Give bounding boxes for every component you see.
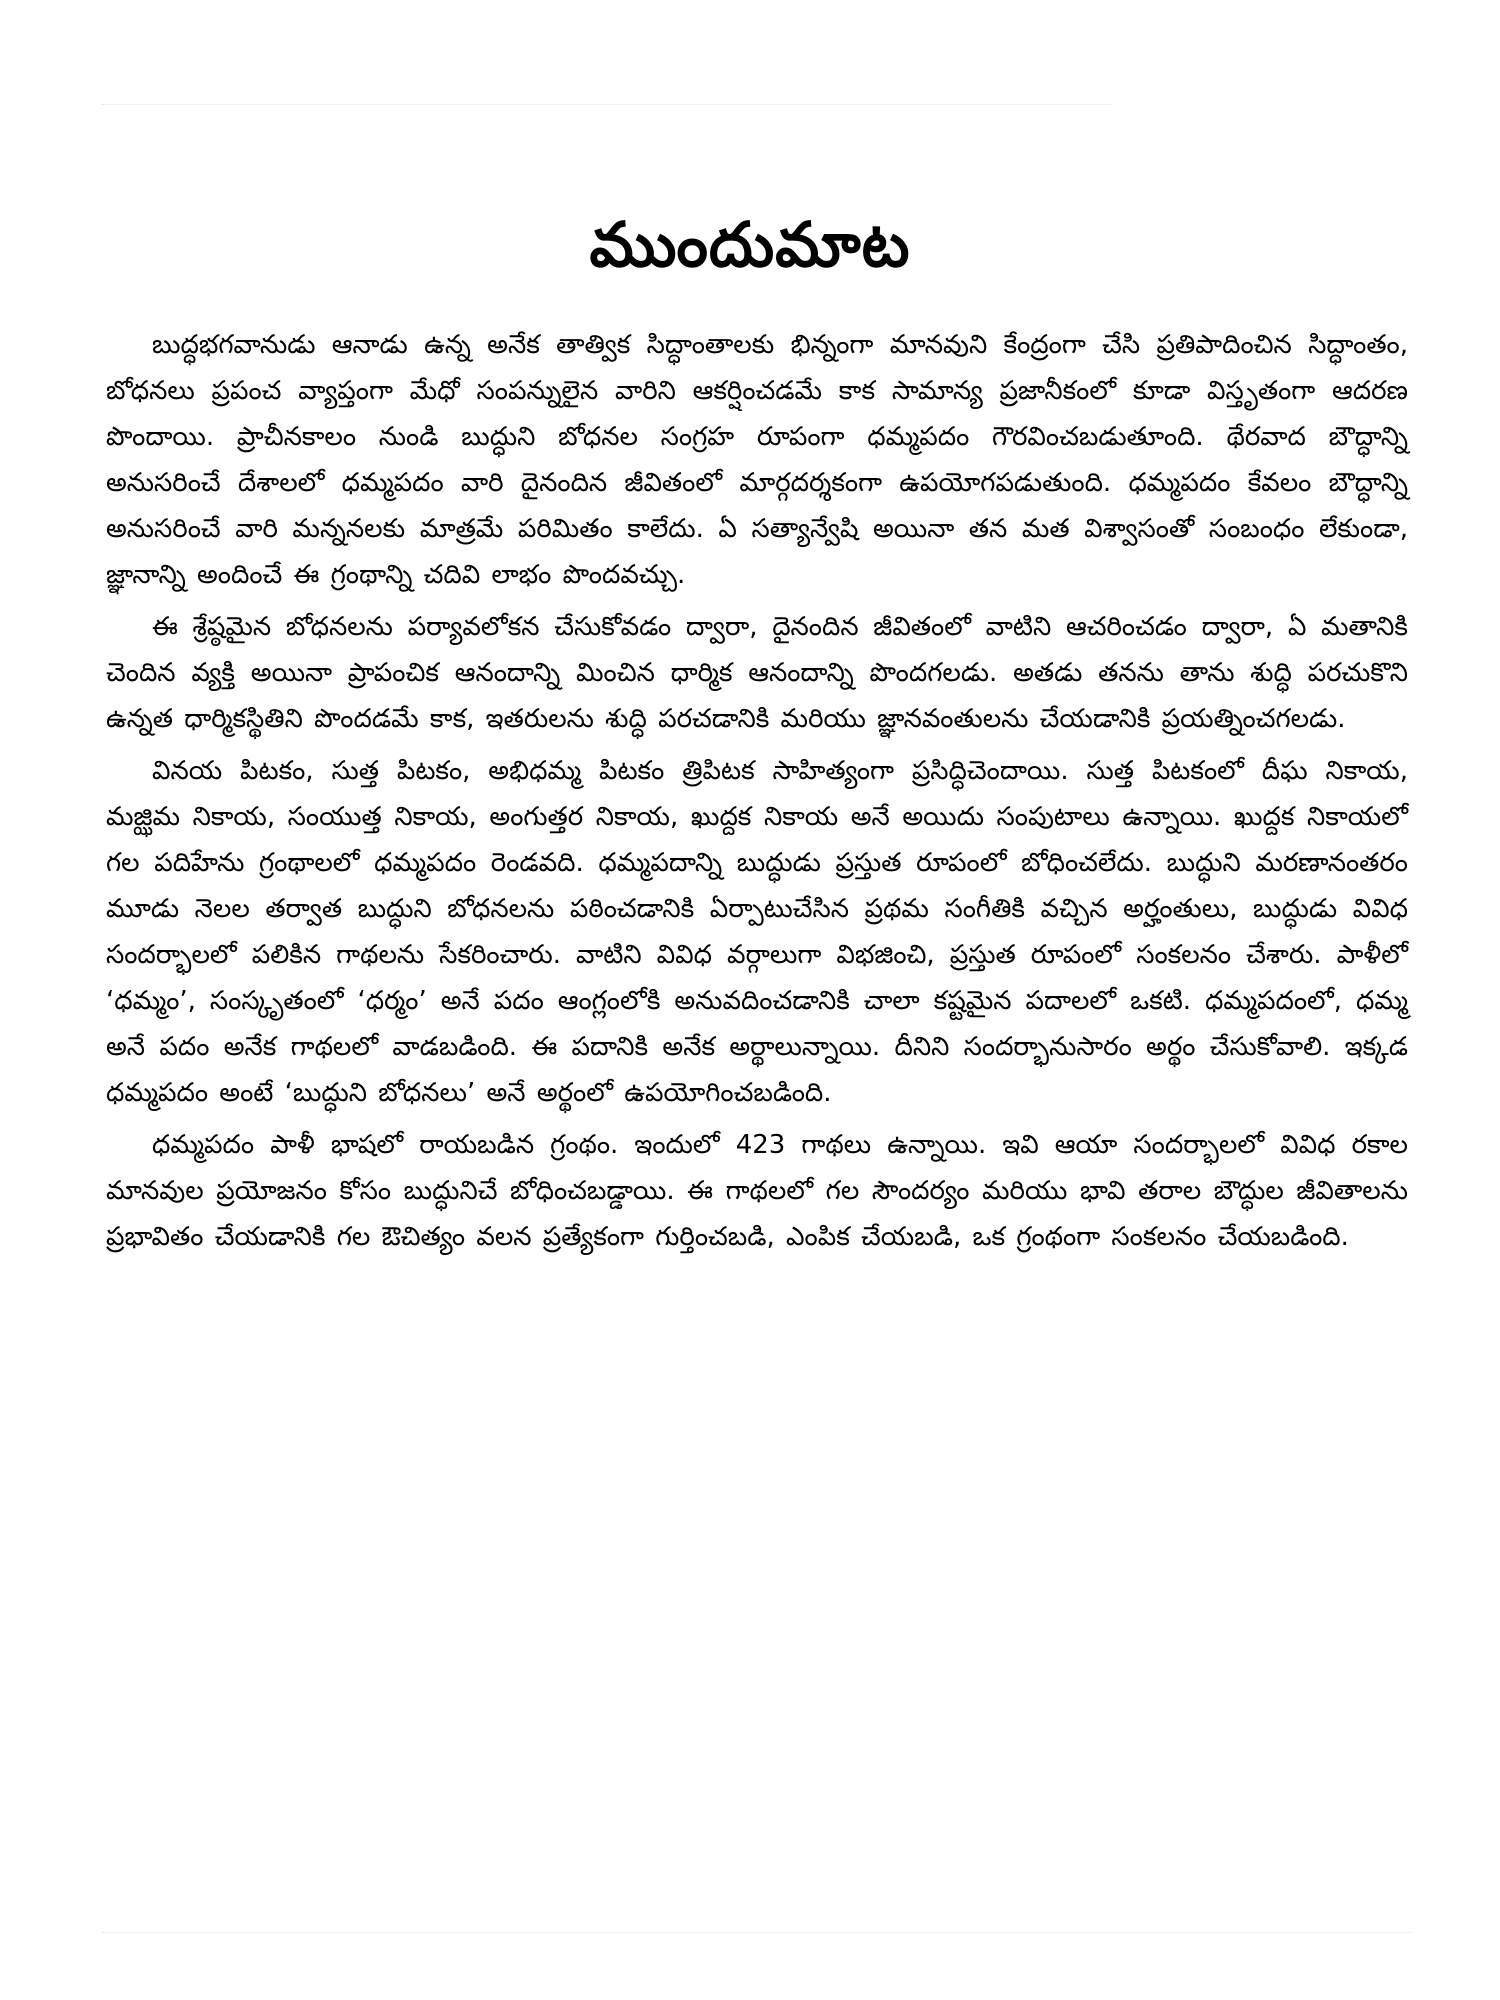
paragraph-1: బుద్ధభగవానుడు ఆనాడు ఉన్న అనేక తాత్విక సిద్ధాంతాలకు భిన్నంగా మానవుని కేంద్రంగా చేసి ప్రతిపాదించిన సిద్ధాంతం, బోధనలు ప్రపంచ వ్యాప్తంగా మేధో సంపన్నులైన వారిని ఆకర్షించడమే కాక సామాన్య ప్రజానీకంలో కూడా విస్తృతంగా ఆదరణ పొందాయి. ప్రాచీనకాలం నుండి బుద్ధుని బోధనల సంగ్రహ రూపంగా ధమ్మపదం గౌరవించబడుతూంది. థేరవాద బౌద్ధాన్ని అనుసరించే దేశాలలో ధమ్మపదం వారి దైనందిన జీవితంలో మార్గదర్శకంగా ఉపయోగపడుతుంది. ధమ్మపదం కేవలం బౌద్ధాన్ని అనుసరించే వారి మన్ననలకు మాత్రమే పరిమితం కాలేదు. ఏ సత్యాన్వేషి అయినా తన మత విశ్వాసంతో సంబంధం లేకుండా, జ్ఞానాన్ని అందించే ఈ గ్రంథాన్ని చదివి లాభం పొందవచ్చు. [106,330,1408,590]
top-divider [102,104,1112,105]
body-text [106,322,1408,1266]
bottom-divider [102,1932,1412,1933]
paragraph-2: ఈ శ్రేష్ఠమైన బోధనలను పర్యావలోకన చేసుకోవడం ద్వారా, దైనందిన జీవితంలో వాటిని ఆచరించడం ద్వారా, ఏ మతానికి చెందిన వ్యక్తి అయినా ప్రాపంచిక ఆనందాన్ని మించిన ధార్మిక ఆనందాన్ని పొందగలడు. అతడు తనను తాను శుద్ధి పరచుకొని ఉన్నత ధార్మికస్థితిని పొందడమే కాక, ఇతరులను శుద్ధి పరచడానికి మరియు జ్ఞానవంతులను చేయడానికి ప్రయత్నించగలడు. [106,612,1408,734]
page-title: ముందుమాట [589,208,911,281]
paragraph-3: వినయ పిటకం, సుత్త పిటకం, అభిధమ్మ పిటకం త్రిపిటక సాహిత్యంగా ప్రసిద్ధిచెందాయి. సుత్త పిటకంలో దీఘ నికాయ, మజ్ఝిమ నికాయ, సంయుత్త నికాయ, అంగుత్తర నికాయ, ఖుద్దక నికాయ అనే అయిదు సంపుటాలు ఉన్నాయి. ఖుద్దక నికాయలో గల పదిహేను గ్రంథాలలో ధమ్మపదం రెండవది. ధమ్మపదాన్ని బుద్ధుడు ప్రస్తుత రూపంలో బోధించలేదు. బుద్ధుని మరణానంతరం మూడు నెలల తర్వాత బుద్ధుని బోధనలను పఠించడానికి ఏర్పాటుచేసిన ప్రథమ సంగీతికి వచ్చిన అర్హంతులు, బుద్ధుడు వివిధ సందర్భాలలో పలికిన గాథలను సేకరించారు. వాటిని వివిధ వర్గాలుగా విభజించి, ప్రస్తుత రూపంలో సంకలనం చేశారు. పాళీలో ‘ధమ్మం’, సంస్కృతంలో ‘ధర్మం’ అనే పదం ఆంగ్లంలోకి అనువదించడానికి చాలా కష్టమైన పదాలలో ఒకటి. ధమ్మపదంలో, ధమ్మ అనే పదం అనేక గాథలలో వాడబడింది. ఈ పదానికి అనేక అర్థాలున్నాయి. దీనిని సందర్భానుసారం అర్థం చేసుకోవాలి. ఇక్కడ ధమ్మపదం అంటే ‘బుద్ధుని బోధనలు’ అనే అర్థంలో ఉపయోగించబడింది. [106,756,1408,1108]
paragraph-4: ధమ్మపదం పాళీ భాషలో రాయబడిన గ్రంథం. ఇందులో 423 గాథలు ఉన్నాయి. ఇవి ఆయా సందర్భాలలో వివిధ రకాల మానవుల ప్రయోజనం కోసం బుద్ధునిచే బోధించబడ్డాయి. ఈ గాథలలో గల సౌందర్యం మరియు భావి తరాల బౌద్ధుల జీవితాలను ప్రభావితం చేయడానికి గల ఔచిత్యం వలన ప్రత్యేకంగా గుర్తించబడి, ఎంపిక చేయబడి, ఒక గ్రంథంగా సంకలనం చేయబడింది. [106,1130,1408,1252]
